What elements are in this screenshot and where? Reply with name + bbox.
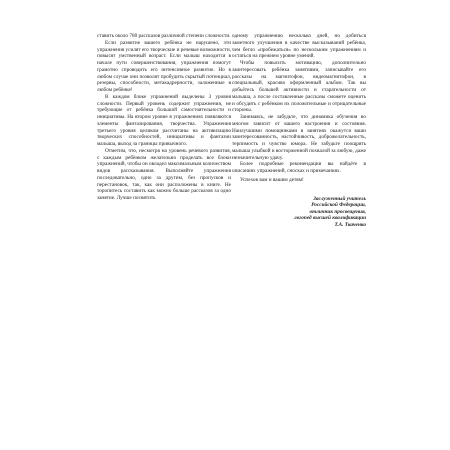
signature-line: Заслуженный учитель — [313, 195, 366, 202]
left-column — [97, 33, 231, 202]
author-signature — [232, 196, 366, 229]
right-column — [232, 33, 366, 228]
paragraph: В каждом блоке упражнений выделены 3 уровня сложности. Первый уровень содержит упражнения, не требующие от ребёнка большой самостоятельности и инициативы. На втором уровне в упражнениях появляются элементы фантазирования, творчества. Упражнения третьего уровня целиком рассчитаны на активизацию творческих способностей, инициативы и фантазии малыша, выход за границы привычного. — [97, 93, 231, 147]
signature-line: логопед высшей квалификации — [294, 215, 366, 222]
signature-line: Российской Федерации, — [311, 202, 366, 209]
paragraph: Чтобы повысить мотивацию, дополнительно заинтересовать ребёнка занятиями, записывайте его рассказы на магнитофон, видеомагнитофон, в специальный, красиво оформленный альбом. Так вы добьётесь большей активности и старательности от малыша, а после составленные рассказы сможете оценить и обсудить с ребёнком их положительные и отрицательные стороны. — [232, 60, 366, 114]
paragraph: Отметим, что, несмотря на уровень речевого развития, с каждым ребёнком желательно проделать все блоки упражнений, чтобы он овладел максимальным количеством видов рассказывания. Выполняйте упражнения последовательно, одно за другим, без пропусков и перестановок, так, как они расположены в книге. Не торопитесь составить как можно больше рассказов за одно занятие. Лучше посвятить — [97, 147, 231, 201]
signature-name: Т.А. Ткаченко — [334, 221, 366, 228]
signature-line: отличник просвещения, — [309, 208, 366, 215]
closing-line: Успехов вам и вашим детям! — [240, 176, 304, 183]
paragraph: ставить около 780 рассказов различной степени сложности. — [97, 33, 231, 39]
paragraph: Занимаясь, не забудьте, что динамика обучения во многом зависит от вашего настроения и состояния. Наилучшими помощниками в занятиях окажутся ваши заинтересованность, настойчивость, доброжелательность, терпимость и чувство юмора. Не забудьте поощрять малыша улыбкой и восторженной похвалой за любую, даже незначительную удачу. — [232, 114, 366, 161]
paragraph: одному упражнению несколько дней, но добиться заметного улучшения в качестве высказываний ребёнка, чем бегло «пробежаться» по нескольким упражнениям и остаться на прежнем уровне умений. — [232, 33, 366, 60]
paragraph: Более подробные рекомендации вы найдёте в описаниях упражнений, сносках и примечаниях. — [232, 161, 366, 174]
paragraph: Если развитие вашего ребёнка не нарушено, эти упражнения усилят его творческие и речевые возможности, повысят умственный возраст. Если малыш находится в начале пути совершенствования, упражнения помогут грамотно спроводить его интенсивное развитие. Но в любом случае они позволят пробудить скрытый потенциал, резервы, способности, метакадрерности, заложенные в любом ребёнке! — [97, 39, 231, 93]
